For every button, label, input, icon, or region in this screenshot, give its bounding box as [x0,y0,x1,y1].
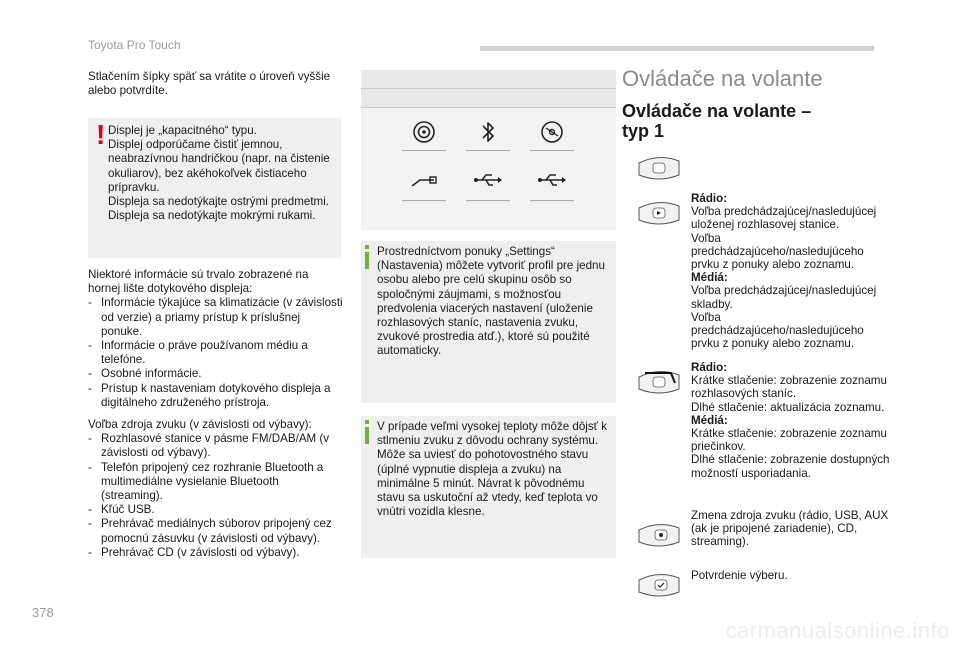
section-heading: Ovládače na volante [622,66,823,91]
divider [466,200,510,201]
control-description-arrows [691,192,891,350]
steering-wheel-thumbwheel-icon [635,367,683,402]
screen-second-strip [361,89,616,108]
list-item: - Informácie týkajúce sa klimatizácie (v závislosti od verzie) a priamy prístup k príslušnej ponuke. [88,296,343,339]
control-label: Médiá: [691,271,728,285]
audio-source-intro: Voľba zdroja zvuku (v závislosti od výbavy): [88,418,312,431]
divider [402,150,446,151]
warning-text [108,124,336,223]
warning-line: Displeja sa nedotýkajte ostrými predmetmi. [108,195,330,209]
page-number: 378 [32,605,54,620]
control-label: Médiá: [691,413,728,427]
steering-wheel-arrows-icon [635,198,683,233]
list-item: - Osobné informácie. [88,367,343,381]
list-item: - Prístup k nastaveniam dotykového displeja a digitálneho združeného prístroja. [88,382,343,410]
steering-wheel-control-icon [635,153,683,188]
intro-paragraph: Stlačením šípky späť sa vrátite o úroveň vyššie alebo potvrdíte. [88,70,331,98]
divider [530,150,574,151]
touchscreen-illustration [361,70,616,230]
info-icon [365,245,369,269]
list-item: - Prehrávač mediálnych súborov pripojený cez pomocnú zásuvku (v závislosti od výbavy). [88,517,343,545]
section-subheading: Ovládače na volante – typ 1 [622,101,812,141]
warning-line: Displej je „kapacitného“ typu. [108,124,257,137]
control-text: Zmena zdroja zvuku (rádio, USB, AUX (ak je pripojené zariadenie), CD, streaming). [691,509,889,549]
list-item: - Informácie o práve používanom médiu a telefóne. [88,339,343,367]
settings-profile-note-text: Prostredníctvom ponuky „Settings“ (Nastavenia) môžete vytvoriť profil pre jednu osobu alebo pre celú skupinu osôb so spoločnými záujmami, s možnosťou predvolenia viacerých nastavení (uloženie rozhlasových staníc, nastavenia zvuku, zvukové prostredia atď.), ktoré sú použité automaticky. [377,245,605,358]
list-item: - Telefón pripojený cez rozhranie Bluetooth a multimediálne vysielanie Bluetooth (streaming). [88,461,343,504]
audio-source-list [88,432,343,560]
steering-wheel-ok-icon [635,570,683,605]
list-item: - Kľúč USB. [88,503,343,517]
control-label: Rádio: [691,192,728,205]
screen-top-strip [361,70,616,89]
top-bar-info-intro: Niektoré informácie sú trvalo zobrazené na hornej lište dotykového displeja: [88,268,309,296]
usb-icon[interactable] [534,166,570,194]
warning-line: Displeja sa nedotýkajte mokrými rukami. [108,209,316,223]
control-text: Voľba predchádzajúcej/nasledujúcej skladby. Voľba predchádzajúceho/nasledujúceho prvku z ponuky alebo zoznamu. [691,284,877,351]
bluetooth-icon[interactable] [470,118,506,146]
temperature-note [361,416,616,558]
control-description-ok [691,569,891,582]
control-text: Krátke stlačenie: zobrazenie zoznamu priečinkov. Dlhé stlačenie: zobrazenie dostupných možností usporiadania. [691,427,890,480]
info-icon [365,420,369,444]
divider [530,200,574,201]
list-item: - Rozhlasové stanice v pásme FM/DAB/AM (v závislosti od výbavy). [88,432,343,460]
warning-line: Displej odporúčame čistiť jemnou, neabrazívnou handričkou (napr. na čistenie okuliarov), bez akéhokoľvek čistiaceho prípravku. [108,138,330,194]
source-selection-area [361,108,616,230]
top-bar-info-section [88,268,343,410]
settings-profile-note [361,241,616,403]
header-rule [480,46,874,51]
divider [466,150,510,151]
divider [402,200,446,201]
aux-jack-icon[interactable] [406,166,442,194]
usb-icon[interactable] [470,166,506,194]
top-bar-info-list [88,296,343,410]
control-description-thumbwheel [691,361,891,480]
temperature-note-text: V prípade veľmi vysokej teploty môže dôjsť k stlmeniu zvuku z dôvodu ochrany systému. Môže sa uviesť do pohotovostného stavu (úplné vypnutie displeja a zvuku) na minimálne 5 minút. Návrat k pôvodnému stavu sa uskutoční až vtedy, keď teplota vo vnútri vozidla klesne. [377,420,608,519]
control-text: Krátke stlačenie: zobrazenie zoznamu rozhlasových staníc. Dlhé stlačenie: aktualizácia zoznamu. [691,374,887,414]
steering-wheel-source-icon [635,520,683,555]
page-header-title: Toyota Pro Touch [88,38,181,52]
cd-icon[interactable] [534,118,570,146]
control-text: Voľba predchádzajúcej/nasledujúcej uloženej rozhlasovej stanice. Voľba predchádzajúceho/nasledujúceho prvku z ponuky alebo zoznamu. [691,205,877,272]
control-text: Potvrdenie výberu. [691,569,788,582]
watermark: carmanualsonline.info [725,618,950,643]
warning-icon: ! [96,119,106,150]
radio-icon[interactable] [406,118,442,146]
control-label: Rádio: [691,361,728,374]
audio-source-section [88,418,343,560]
warning-box [88,118,341,258]
list-item: - Prehrávač CD (v závislosti od výbavy). [88,546,343,560]
control-description-source [691,509,891,549]
